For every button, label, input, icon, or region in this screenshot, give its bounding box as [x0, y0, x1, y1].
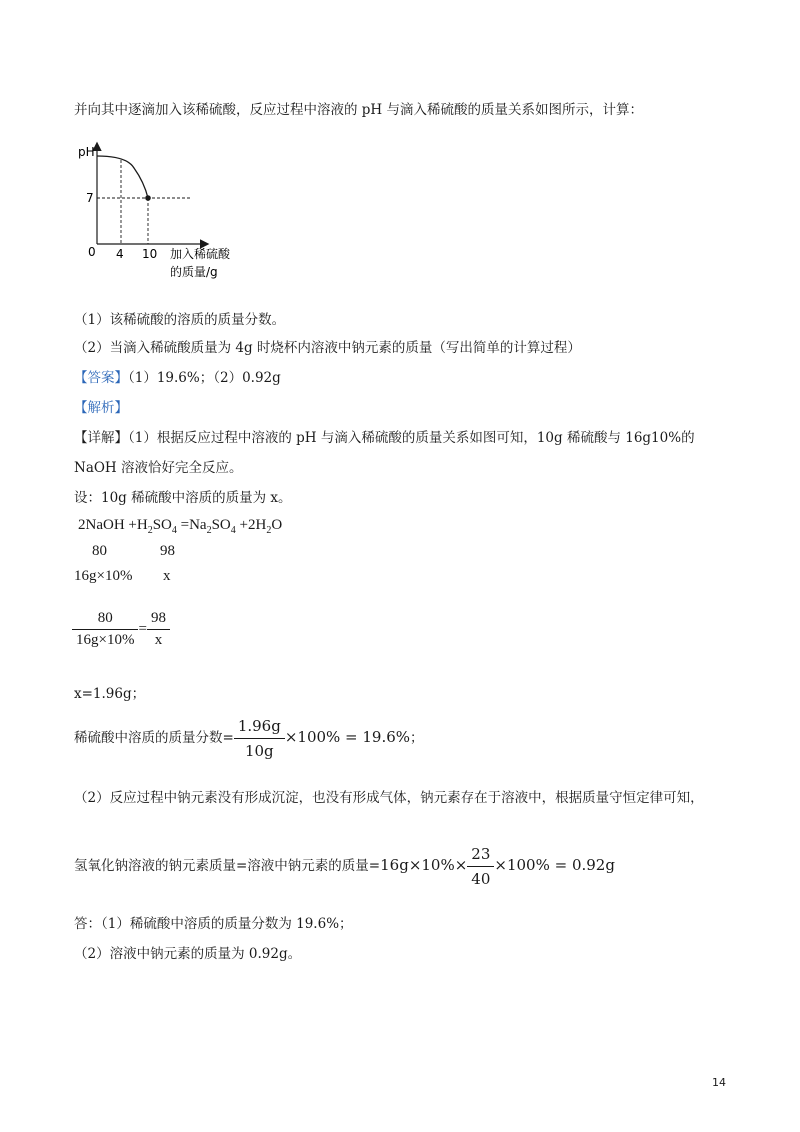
x-tick-4: 4: [116, 247, 124, 261]
page-number: 14: [712, 1076, 726, 1089]
y-axis-label: pH: [78, 145, 95, 159]
answer-line: [74, 368, 281, 388]
x-result: x=1.96g；: [74, 686, 146, 702]
answer-tag: 【答案】: [74, 370, 128, 386]
sodium-fraction: $\frac{23}{40}$: [467, 844, 494, 889]
ph-curve: [97, 156, 148, 198]
mass-fraction-line: 稀硫酸中溶质的质量分数= $\frac{1.96g}{10g}$ ×100% = 19.6%；: [74, 717, 424, 760]
detail-tag: 【详解】: [74, 430, 128, 446]
question-1: （1）该稀硫酸的溶质的质量分数。: [74, 312, 286, 328]
x-axis-label-line1: 加入稀硫酸: [170, 247, 231, 261]
detail-line-2: NaOH 溶液恰好完全反应。: [74, 460, 243, 476]
neutral-point: [145, 195, 151, 201]
answer-text: （1）19.6%；（2）0.92g: [128, 370, 281, 386]
final-answer-2: （2）溶液中钠元素的质量为 0.92g。: [74, 946, 302, 962]
sodium-mass-line: 氢氧化钠溶液的钠元素质量=溶液中钠元素的质量=16g×10%× $\frac{23}{40}$ ×100% = 0.92g: [74, 845, 615, 888]
known-mass: 16g×10%: [74, 568, 133, 584]
intro-text: 并向其中逐滴加入该稀硫酸，反应过程中溶液的 pH 与滴入稀硫酸的质量关系如图所示，计算：: [74, 102, 643, 118]
part2-explanation: （2）反应过程中钠元素没有形成沉淀，也没有形成气体，钠元素存在于溶液中，根据质量守恒定律可知，: [74, 790, 704, 806]
x-axis-label-line2: 的质量/g: [170, 265, 218, 279]
x-tick-10: 10: [142, 247, 158, 261]
question-2: （2）当滴入稀硫酸质量为 4g 时烧杯内溶液中钠元素的质量（写出简单的计算过程）: [74, 340, 581, 356]
origin-label: 0: [88, 245, 96, 259]
detail-text-1: （1）根据反应过程中溶液的 pH 与滴入稀硫酸的质量关系如图可知，10g 稀硫酸与 16g10%的: [128, 430, 695, 446]
ph-chart: [72, 140, 272, 290]
detail-line-1: [74, 428, 695, 448]
proportion-equation: $\frac{80}{16g\times 10\%}$ = $\frac{98}{x}$: [72, 610, 170, 649]
proportion-fraction-left: $\frac{80}{16g\times 10\%}$: [72, 610, 138, 649]
unknown-mass: x: [163, 568, 171, 584]
setup-line: 设：10g 稀硫酸中溶质的质量为 x。: [74, 490, 292, 506]
y-tick-7: 7: [86, 191, 94, 205]
analysis-tag: 【解析】: [74, 400, 128, 416]
chemical-equation: 2NaOH $+H_2SO_4 =Na_2SO_4 +2H_2O$: [78, 517, 283, 536]
molar-mass-h2so4: 98: [160, 543, 175, 559]
proportion-fraction-right: $\frac{98}{x}$: [147, 610, 170, 649]
final-answer-1: 答：（1）稀硫酸中溶质的质量分数为 19.6%；: [74, 916, 353, 932]
molar-mass-naoh: 80: [92, 543, 107, 559]
mass-fraction: $\frac{1.96g}{10g}$: [234, 716, 285, 761]
